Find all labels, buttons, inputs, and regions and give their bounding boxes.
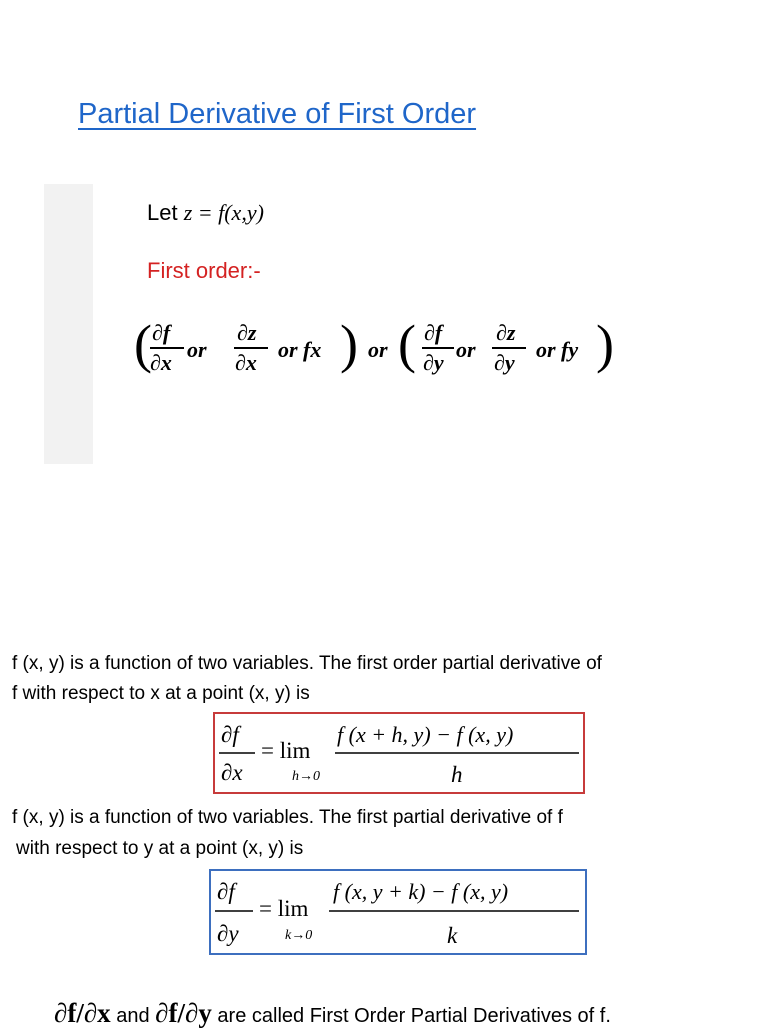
first-order-notation [134,312,624,392]
paragraph-y-line2: with respect to y at a point (x, y) is [16,838,304,859]
footer-and: and [110,1005,156,1027]
open-paren-2: ( [398,314,416,374]
notation-fy: or fy [536,337,579,362]
footer-statement [54,998,611,1029]
notation-df-2: ∂f [424,320,443,345]
paragraph-x-line2: f with respect to x at a point (x, y) is [12,683,310,704]
let-statement [147,200,264,226]
formula2-lhs-num: ∂f [217,879,235,904]
formula1-numerator: f (x + h, y) − f (x, y) [337,722,514,747]
formula2-numerator: f (x, y + k) − f (x, y) [333,879,509,904]
notation-dz-2: ∂z [496,320,516,345]
notation-dy-1: ∂y [423,350,444,375]
notation-or-2: or [456,337,476,362]
notation-dx-2: ∂x [235,350,257,375]
page-title: Partial Derivative of First Order [78,98,477,130]
notation-or-mid: or [368,337,388,362]
notation-fx: or fx [278,337,322,362]
notation-dz-1: ∂z [237,320,257,345]
open-paren-1: ( [134,314,152,374]
paragraph-x-line1: f (x, y) is a function of two variables. The first order partial derivative of [12,653,602,674]
side-strip [44,184,93,464]
notation-dx-1: ∂x [150,350,172,375]
formula2-denominator: k [447,923,458,948]
first-order-label: First order:- [147,258,261,283]
notation-df-1: ∂f [152,320,171,345]
formula1-lhs-den: ∂x [221,760,243,785]
close-paren-1: ) [340,314,358,374]
formula1-sub: h→0 [292,769,320,784]
formula2-sub: k→0 [285,928,313,943]
footer-dfdx: ∂f/∂x [54,998,111,1028]
notation-dy-2: ∂y [494,350,515,375]
formula1-lim: = lim [261,738,311,763]
notation-or-1: or [187,337,207,362]
let-expression: z = f(x,y) [183,200,264,225]
footer-dfdy: ∂f/∂y [155,998,212,1028]
formula1-denominator: h [451,762,463,787]
formula2-lim: = lim [259,896,309,921]
formula-partial-x [213,712,585,794]
close-paren-2: ) [596,314,614,374]
formula1-lhs-num: ∂f [221,722,239,747]
paragraph-y-line1: f (x, y) is a function of two variables. The first partial derivative of f [12,807,563,828]
let-prefix: Let [147,200,184,225]
formula2-lhs-den: ∂y [217,921,239,946]
footer-rest: are called First Order Partial Derivatives of f. [211,1005,611,1027]
formula-partial-y [209,869,587,955]
